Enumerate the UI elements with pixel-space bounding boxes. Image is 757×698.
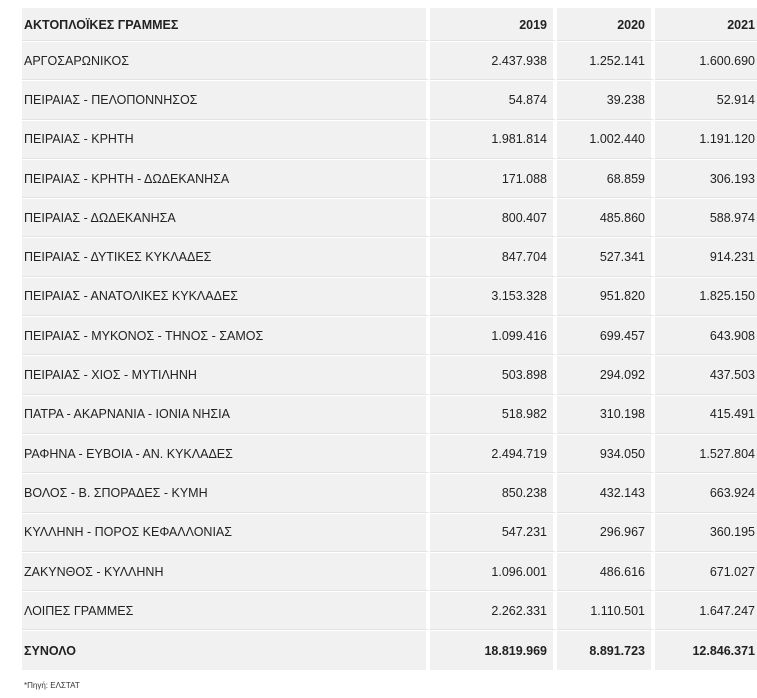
line-name: ΛΟΙΠΕΣ ΓΡΑΜΜΕΣ — [22, 591, 430, 630]
value-2019: 2.262.331 — [430, 591, 557, 630]
value-2020: 486.616 — [557, 552, 655, 591]
value-2019: 1.981.814 — [430, 120, 557, 159]
value-2020: 1.110.501 — [557, 591, 655, 630]
value-2019: 1.096.001 — [430, 552, 557, 591]
value-2019: 547.231 — [430, 513, 557, 552]
value-2020: 310.198 — [557, 395, 655, 434]
table-row — [22, 237, 757, 276]
value-2019: 847.704 — [430, 237, 557, 276]
value-2021: 1.600.690 — [655, 41, 757, 80]
line-name: ΒΟΛΟΣ - Β. ΣΠΟΡΑΔΕΣ - ΚΥΜΗ — [22, 473, 430, 512]
line-name: ΖΑΚΥΝΘΟΣ - ΚΥΛΛΗΝΗ — [22, 552, 430, 591]
line-name: ΑΡΓΟΣΑΡΩΝΙΚΟΣ — [22, 41, 430, 80]
value-2021: 1.527.804 — [655, 434, 757, 473]
header-2019: 2019 — [430, 0, 557, 41]
line-name: ΠΕΙΡΑΙΑΣ - ΜΥΚΟΝΟΣ - ΤΗΝΟΣ - ΣΑΜΟΣ — [22, 316, 430, 355]
value-2019: 503.898 — [430, 355, 557, 394]
line-name: ΠΕΙΡΑΙΑΣ - ΔΥΤΙΚΕΣ ΚΥΚΛΑΔΕΣ — [22, 237, 430, 276]
table-row — [22, 80, 757, 119]
value-2020: 296.967 — [557, 513, 655, 552]
line-name: ΠΑΤΡΑ - ΑΚΑΡΝΑΝΙΑ - ΙΟΝΙΑ ΝΗΣΙΑ — [22, 395, 430, 434]
value-2021: 663.924 — [655, 473, 757, 512]
value-2019: 2.494.719 — [430, 434, 557, 473]
value-2020: 68.859 — [557, 159, 655, 198]
table-header-row — [22, 0, 757, 41]
value-2021: 1.191.120 — [655, 120, 757, 159]
table-row — [22, 159, 757, 198]
value-2021: 1.825.150 — [655, 277, 757, 316]
value-2020: 1.002.440 — [557, 120, 655, 159]
line-name: ΠΕΙΡΑΙΑΣ - ΧΙΟΣ - ΜΥΤΙΛΗΝΗ — [22, 355, 430, 394]
line-name: ΠΕΙΡΑΙΑΣ - ΚΡΗΤΗ - ΔΩΔΕΚΑΝΗΣΑ — [22, 159, 430, 198]
value-2019: 1.099.416 — [430, 316, 557, 355]
line-name: ΡΑΦΗΝΑ - ΕΥΒΟΙΑ - ΑΝ. ΚΥΚΛΑΔΕΣ — [22, 434, 430, 473]
value-2021: 360.195 — [655, 513, 757, 552]
value-2020: 951.820 — [557, 277, 655, 316]
line-name: ΚΥΛΛΗΝΗ - ΠΟΡΟΣ ΚΕΦΑΛΛΟΝΙΑΣ — [22, 513, 430, 552]
value-2021: 588.974 — [655, 198, 757, 237]
value-2021: 306.193 — [655, 159, 757, 198]
value-2019: 850.238 — [430, 473, 557, 512]
value-2019: 518.982 — [430, 395, 557, 434]
value-2019: 2.437.938 — [430, 41, 557, 80]
total-label: ΣΥΝΟΛΟ — [22, 630, 430, 669]
value-2021: 1.647.247 — [655, 591, 757, 630]
value-2020: 432.143 — [557, 473, 655, 512]
line-name: ΠΕΙΡΑΙΑΣ - ΠΕΛΟΠΟΝΝΗΣΟΣ — [22, 80, 430, 119]
value-2021: 671.027 — [655, 552, 757, 591]
total-2021: 12.846.371 — [655, 630, 757, 669]
header-2020: 2020 — [557, 0, 655, 41]
value-2021: 643.908 — [655, 316, 757, 355]
total-2019: 18.819.969 — [430, 630, 557, 669]
header-lines: ΑΚΤΟΠΛΟΪΚΕΣ ΓΡΑΜΜΕΣ — [22, 0, 430, 41]
table-row — [22, 41, 757, 80]
table-row — [22, 120, 757, 159]
value-2021: 437.503 — [655, 355, 757, 394]
line-name: ΠΕΙΡΑΙΑΣ - ΑΝΑΤΟΛΙΚΕΣ ΚΥΚΛΑΔΕΣ — [22, 277, 430, 316]
value-2019: 800.407 — [430, 198, 557, 237]
line-name: ΠΕΙΡΑΙΑΣ - ΔΩΔΕΚΑΝΗΣΑ — [22, 198, 430, 237]
value-2020: 699.457 — [557, 316, 655, 355]
ferry-lines-table — [22, 0, 757, 670]
value-2020: 527.341 — [557, 237, 655, 276]
line-name: ΠΕΙΡΑΙΑΣ - ΚΡΗΤΗ — [22, 120, 430, 159]
table-row — [22, 591, 757, 630]
value-2019: 3.153.328 — [430, 277, 557, 316]
value-2020: 294.092 — [557, 355, 655, 394]
table-row — [22, 355, 757, 394]
value-2019: 171.088 — [430, 159, 557, 198]
ferry-lines-table-container — [22, 0, 755, 670]
table-row — [22, 513, 757, 552]
table-row — [22, 473, 757, 512]
header-2021: 2021 — [655, 0, 757, 41]
value-2021: 415.491 — [655, 395, 757, 434]
table-row — [22, 316, 757, 355]
value-2020: 934.050 — [557, 434, 655, 473]
value-2019: 54.874 — [430, 80, 557, 119]
value-2020: 39.238 — [557, 80, 655, 119]
value-2020: 1.252.141 — [557, 41, 655, 80]
total-2020: 8.891.723 — [557, 630, 655, 669]
value-2020: 485.860 — [557, 198, 655, 237]
table-row — [22, 395, 757, 434]
total-row — [22, 630, 757, 669]
value-2021: 52.914 — [655, 80, 757, 119]
table-row — [22, 434, 757, 473]
table-row — [22, 277, 757, 316]
source-note: *Πηγή: ΕΛΣΤΑΤ — [24, 681, 80, 690]
value-2021: 914.231 — [655, 237, 757, 276]
table-row — [22, 552, 757, 591]
table-row — [22, 198, 757, 237]
